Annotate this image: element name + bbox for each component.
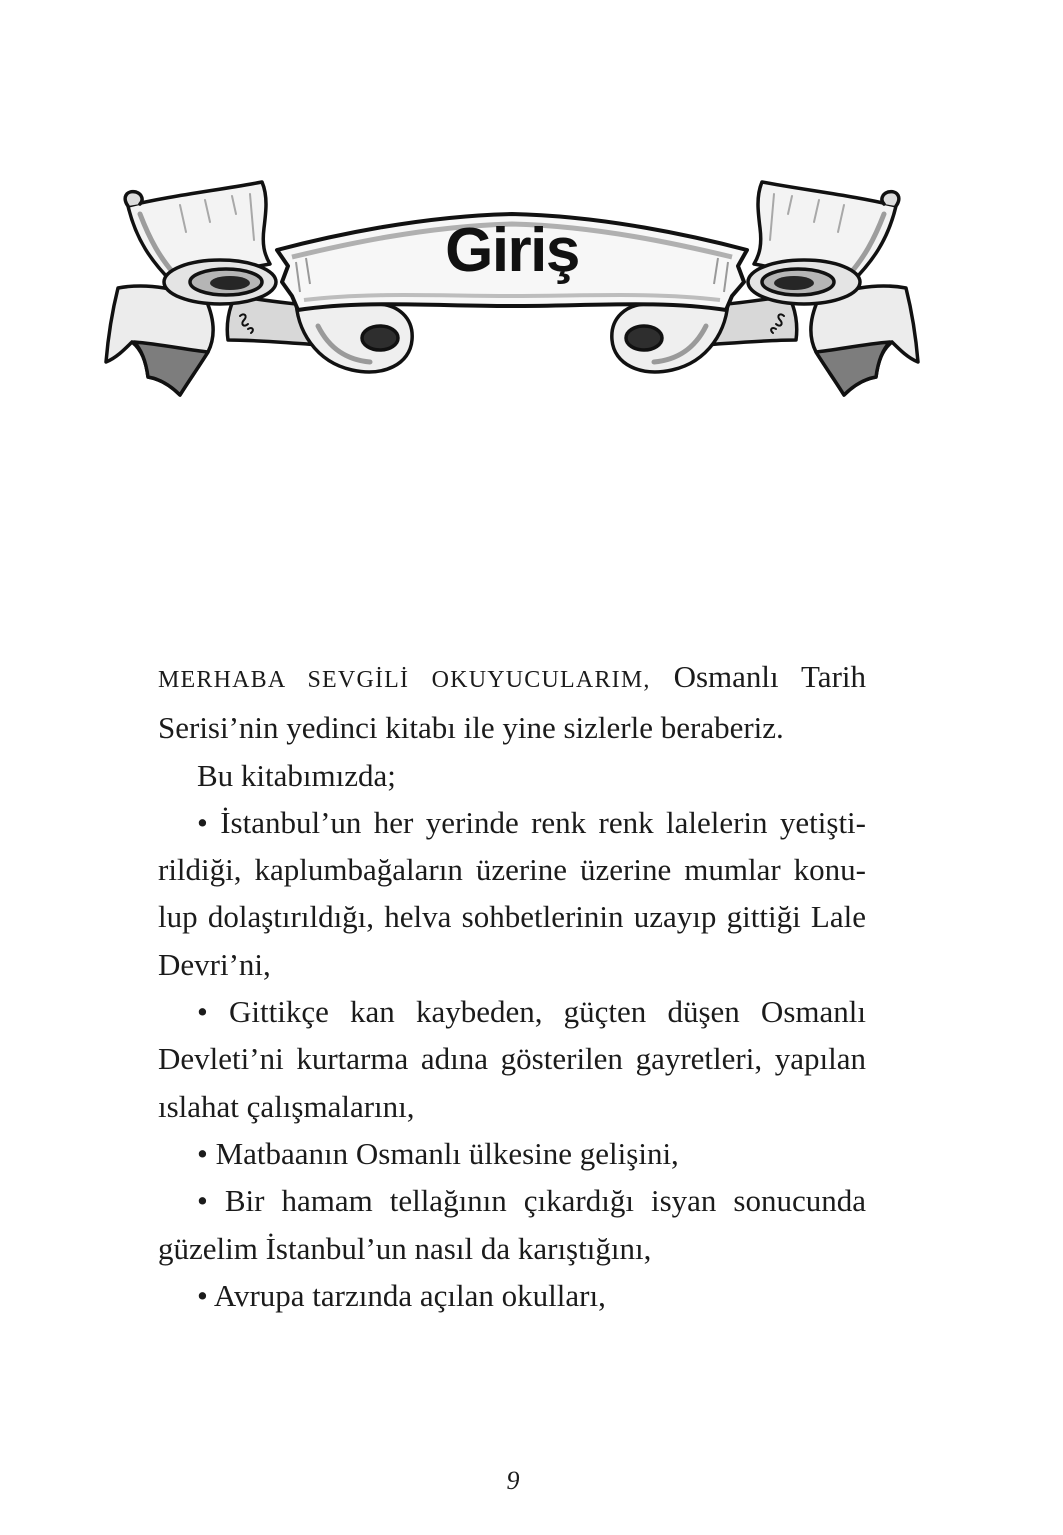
text-line: Devleti’ni kurtarma adına gösterilen gayretleri, yapılan: [158, 1041, 866, 1077]
text-line: lup dolaştırıldığı, helva sohbetlerinin uzayıp gittiği Lale: [158, 899, 866, 935]
text-line: Bu kitabımızda;: [197, 757, 396, 793]
text-line: Serisi’nin yedinci kitabı ile yine sizlerle beraberiz.: [158, 710, 784, 746]
body-text: [158, 653, 866, 1319]
banner-ribbon: [0, 170, 1063, 410]
text-line: Devri’ni,: [158, 946, 271, 982]
text-line: ıslahat çalışmalarını,: [158, 1088, 415, 1124]
list-item-line: • Matbaanın Osmanlı ülkesine gelişini,: [197, 1135, 679, 1171]
list-item-line: • Gittikçe kan kaybeden, güçten düşen Osmanlı: [197, 994, 866, 1030]
list-item-line: • İstanbul’un her yerinde renk renk lalelerin yetişti-: [197, 804, 866, 840]
text-line: rildiği, kaplumbağaların üzerine üzerine mumlar konu-: [158, 852, 866, 888]
list-item-line: • Bir hamam tellağının çıkardığı isyan sonucunda: [197, 1183, 866, 1219]
text-line: güzelim İstanbul’un nasıl da karıştığını,: [158, 1230, 652, 1266]
intro-lead: MERHABA SEVGİLİ OKUYUCULARIM,: [158, 667, 651, 693]
page-number: 9: [506, 1466, 520, 1495]
text-line: [158, 653, 866, 704]
list-item-line: • Avrupa tarzında açılan okulları,: [197, 1277, 606, 1313]
text-span: Osmanlı Tarih: [673, 659, 867, 694]
page-title: Giriş: [445, 216, 579, 285]
